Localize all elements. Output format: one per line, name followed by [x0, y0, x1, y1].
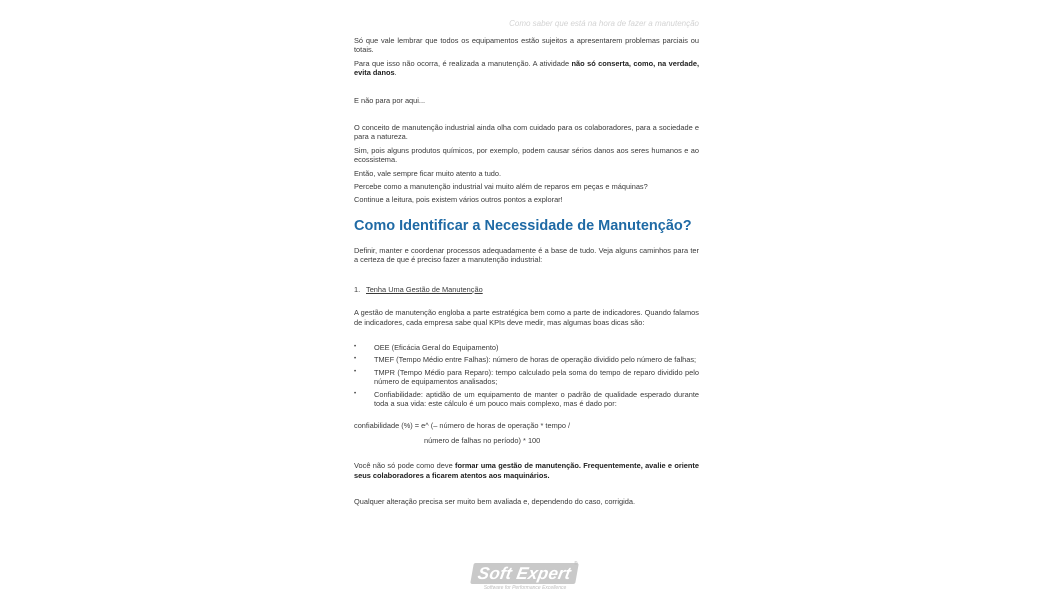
kpi-tmpr: TMPR (Tempo Médio para Reparo): tempo calculado pela soma do tempo de reparo dividido pelo número de equipamentos analisados;	[374, 367, 699, 387]
item-title: Tenha Uma Gestão de Manutenção	[366, 284, 483, 294]
text-run: .	[394, 68, 397, 78]
section-lead: Definir, manter e coordenar processos adequadamente é a base de tudo. Veja alguns caminhos para ter a certeza de que é preciso fazer a manutenção industrial:	[354, 245, 699, 265]
text-run: Só que vale lembrar que todos os equipamentos estão sujeitos a apresentarem problemas parciais ou totais.	[354, 36, 699, 55]
running-header: Como saber que está na hora de fazer a manutenção	[509, 19, 699, 28]
not-only-line: E não para por aqui...	[354, 95, 426, 105]
numbered-item-1	[354, 285, 699, 294]
intro-paragraph-1	[354, 36, 699, 55]
final-paragraph: Qualquer alteração precisa ser muito bem avaliada e, dependendo do caso, corrigida.	[354, 496, 636, 506]
registered-mark: ®	[574, 561, 578, 567]
concept-paragraph-2: Sim, pois alguns produtos químicos, por exemplo, podem causar sérios danos aos seres humanos e ao ecossistema.	[354, 145, 699, 165]
bullet-marker: •	[354, 356, 357, 363]
formula-line-2: número de falhas no período) * 100	[424, 435, 541, 445]
document-body	[354, 36, 699, 506]
intro-paragraph-2	[354, 59, 699, 78]
softexpert-logo	[470, 563, 580, 595]
kpi-list	[354, 343, 699, 408]
section-heading: Como Identificar a Necessidade de Manutenção?	[354, 217, 692, 234]
bullet-marker: •	[354, 390, 357, 397]
concept-paragraph-1: O conceito de manutenção industrial ainda olha com cuidado para os colaboradores, para a sociedade e para a natureza.	[354, 123, 699, 142]
formula-line-1: confiabilidade (%) = e^ (– número de horas de operação * tempo /	[354, 421, 571, 431]
bold-text: não só conserta, como, na verdade, evita danos	[354, 58, 699, 78]
kpi-tmef: TMEF (Tempo Médio entre Falhas): número de horas de operação dividido pelo número de falhas;	[374, 355, 697, 365]
list-item	[354, 355, 699, 364]
list-item	[354, 368, 699, 387]
text-run: Você não só pode como deve	[354, 461, 455, 471]
logo-tagline: Software for Performance Excellence	[483, 585, 567, 591]
list-item	[354, 343, 699, 352]
bullet-marker: •	[354, 368, 357, 375]
kpi-oee: OEE (Eficácia Geral do Equipamento)	[374, 342, 499, 352]
concept-paragraph-3: Então, vale sempre ficar muito atento a tudo.	[354, 168, 502, 178]
kpi-reliability: Confiabilidade: aptidão de um equipamento de manter o padrão de qualidade esperado durante toda a sua vida: este cálculo é um pouco mais complexo, mas é dado por:	[374, 389, 699, 408]
item-number: 1.	[354, 284, 361, 294]
concept-paragraph-5: Continue a leitura, pois existem vários outros pontos a explorar!	[354, 195, 563, 205]
text-run: Para que isso não ocorra, é realizada a manutenção. A atividade	[354, 58, 572, 68]
bold-text: formar uma gestão de manutenção. Frequentemente, avalie e oriente seus colaboradores a ficarem atentos aos maquinários.	[354, 461, 699, 480]
management-paragraph: A gestão de manutenção engloba a parte estratégica bem como a parte de indicadores. Quando falamos de indicadores, cada empresa sabe qual KPIs deve medir, mas algumas boas dicas são:	[354, 308, 699, 327]
logo-wordmark: Soft Expert	[470, 563, 579, 584]
conclusion-paragraph	[354, 461, 699, 480]
list-item	[354, 390, 699, 409]
concept-paragraph-4: Percebe como a manutenção industrial vai muito além de reparos em peças e máquinas?	[354, 182, 648, 192]
bullet-marker: •	[354, 343, 357, 350]
